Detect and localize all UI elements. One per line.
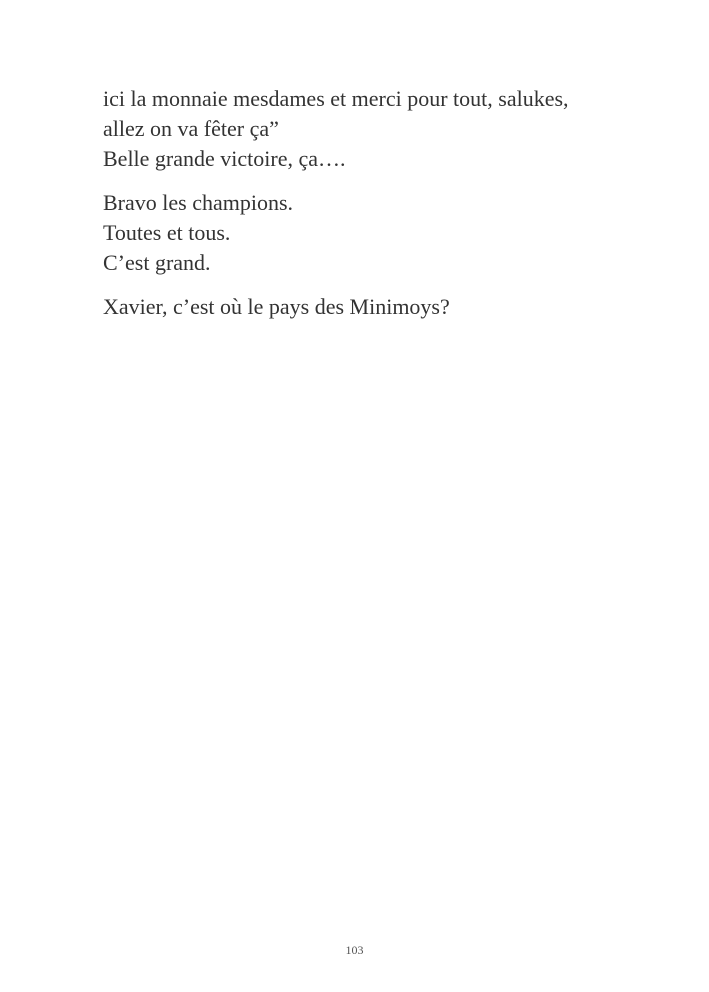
paragraph	[103, 84, 663, 174]
text-line: ici la monnaie mesdames et merci pour tout, salukes,	[103, 86, 569, 111]
text-line: allez on va fêter ça”	[103, 116, 279, 141]
page-number: 103	[345, 943, 364, 957]
text-line: Belle grande victoire, ça….	[103, 146, 346, 171]
body-text	[103, 84, 663, 336]
paragraph	[103, 188, 663, 278]
text-line: C’est grand.	[103, 250, 211, 275]
text-line: Toutes et tous.	[103, 220, 231, 245]
paragraph	[103, 292, 663, 322]
text-line: Bravo les champions.	[103, 190, 294, 215]
text-line: Xavier, c’est où le pays des Minimoys?	[103, 294, 450, 319]
